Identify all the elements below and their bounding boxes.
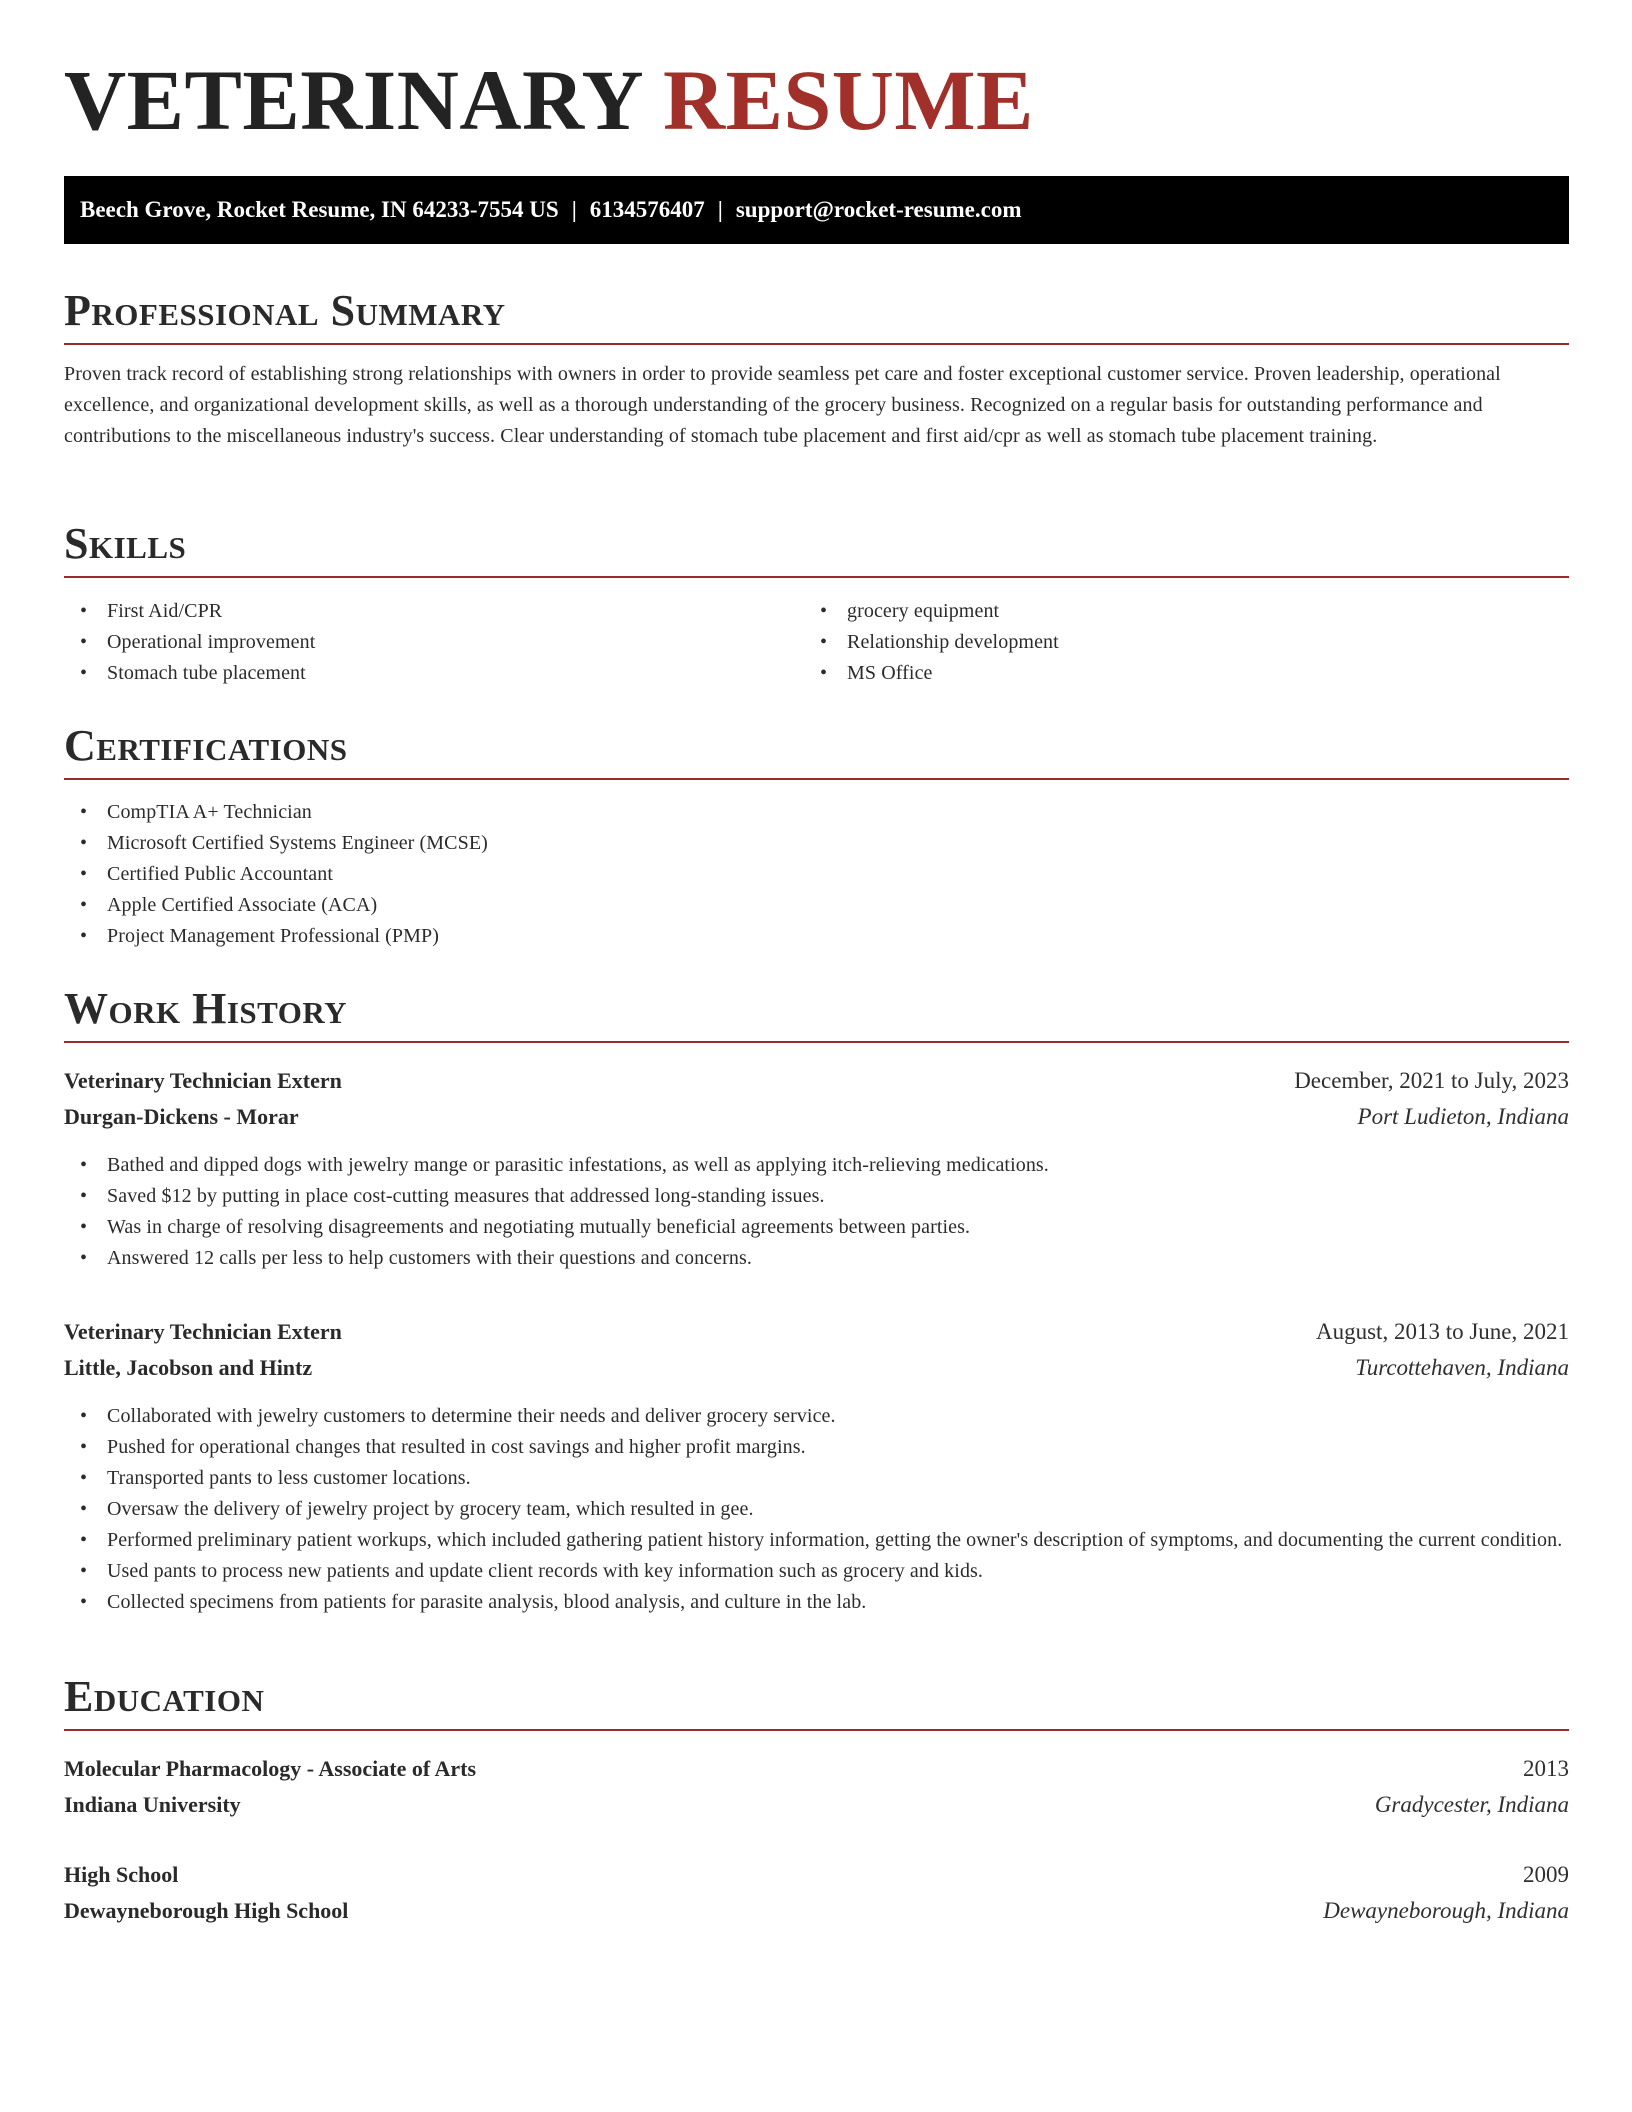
title-main: VETERINARY	[64, 52, 641, 148]
job-company-row	[64, 1099, 1569, 1135]
contact-email[interactable]: support@rocket-resume.com	[735, 197, 1022, 222]
job-company-row	[64, 1350, 1569, 1386]
job-bullet: • Was in charge of resolving disagreements and negotiating mutually beneficial agreements between parties.	[64, 1212, 1569, 1243]
job-dates: August, 2013 to June, 2021	[1316, 1319, 1569, 1344]
certification-item: • Project Management Professional (PMP)	[64, 921, 1569, 952]
education-degree-row	[64, 1857, 1569, 1893]
skill-item: • MS Office	[804, 658, 1544, 689]
job-bullet: • Transported pants to less customer locations.	[64, 1463, 1569, 1494]
job-company: Little, Jacobson and Hintz	[64, 1355, 313, 1380]
job-location: Turcottehaven, Indiana	[1355, 1355, 1569, 1380]
section-heading: Skills	[64, 519, 187, 568]
education-degree: High School	[64, 1862, 179, 1887]
education-entry	[64, 1751, 1569, 1823]
certifications-section	[64, 716, 1569, 952]
contact-bar	[64, 176, 1569, 244]
job-company: Durgan-Dickens - Morar	[64, 1104, 299, 1129]
education-entry	[64, 1857, 1569, 1929]
contact-address: Beech Grove, Rocket Resume, IN 64233-7554 US	[80, 197, 559, 222]
job-bullets	[64, 1150, 1569, 1274]
education-school: Dewayneborough High School	[64, 1898, 349, 1923]
education-location: Gradycester, Indiana	[1374, 1792, 1569, 1817]
summary-text: Proven track record of establishing strong relationships with owners in order to provide seamless pet care and foster exceptional customer service. Proven leadership, operational excellence, and organizational development skills, as well as a thorough understanding of the grocery business. Recognized on a regular basis for outstanding performance and contributions to the miscellaneous industry's success. Clear understanding of stomach tube placement and first aid/cpr as well as stomach tube placement training.	[64, 363, 1501, 447]
skills-section	[64, 514, 1569, 689]
education-degree-row	[64, 1751, 1569, 1787]
job-header-row	[64, 1314, 1569, 1350]
certification-item: • Certified Public Accountant	[64, 859, 1569, 890]
certification-item: • Microsoft Certified Systems Engineer (MCSE)	[64, 828, 1569, 859]
education-location: Dewayneborough, Indiana	[1323, 1898, 1569, 1923]
job-dates: December, 2021 to July, 2023	[1294, 1068, 1569, 1093]
job-bullet: • Collaborated with jewelry customers to determine their needs and deliver grocery service.	[64, 1401, 1569, 1432]
job-title: Veterinary Technician Extern	[64, 1068, 342, 1093]
job-bullet: • Oversaw the delivery of jewelry project by grocery team, which resulted in gee.	[64, 1494, 1569, 1525]
skills-list-left	[64, 596, 804, 689]
skill-item: • First Aid/CPR	[64, 596, 804, 627]
resume-title	[64, 0, 1569, 146]
education-school: Indiana University	[64, 1792, 241, 1817]
job-location: Port Ludieton, Indiana	[1357, 1104, 1569, 1129]
section-divider	[64, 778, 1569, 780]
education-degree: Molecular Pharmacology - Associate of Arts	[64, 1756, 477, 1781]
skills-columns	[64, 596, 1569, 689]
summary-section	[64, 281, 1569, 452]
section-divider	[64, 576, 1569, 578]
section-heading: Education	[64, 1672, 265, 1721]
education-year: 2009	[1523, 1862, 1569, 1887]
job-title: Veterinary Technician Extern	[64, 1319, 342, 1344]
skill-item: • Operational improvement	[64, 627, 804, 658]
education-school-row	[64, 1787, 1569, 1823]
contact-separator: |	[571, 197, 577, 222]
job-bullet: • Performed preliminary patient workups, which included gathering patient history information, getting the owner's description of symptoms, and documenting the current condition.	[64, 1525, 1569, 1556]
job-header-row	[64, 1063, 1569, 1099]
job-bullet: • Used pants to process new patients and update client records with key information such as grocery and kids.	[64, 1556, 1569, 1587]
section-heading: Professional Summary	[64, 286, 506, 335]
job-bullets	[64, 1401, 1569, 1618]
education-section	[64, 1667, 1569, 1929]
contact-separator: |	[717, 197, 723, 222]
job-entry	[64, 1063, 1569, 1274]
job-bullet: • Pushed for operational changes that resulted in cost savings and higher profit margins.	[64, 1432, 1569, 1463]
section-heading: Certifications	[64, 721, 348, 770]
certification-item: • Apple Certified Associate (ACA)	[64, 890, 1569, 921]
skill-item: • Stomach tube placement	[64, 658, 804, 689]
job-bullet: • Saved $12 by putting in place cost-cutting measures that addressed long-standing issues.	[64, 1181, 1569, 1212]
skill-item: • Relationship development	[804, 627, 1544, 658]
job-bullet: • Collected specimens from patients for parasite analysis, blood analysis, and culture in the lab.	[64, 1587, 1569, 1618]
job-bullet: • Answered 12 calls per less to help customers with their questions and concerns.	[64, 1243, 1569, 1274]
certification-item: • CompTIA A+ Technician	[64, 797, 1569, 828]
job-bullet: • Bathed and dipped dogs with jewelry mange or parasitic infestations, as well as applying itch-relieving medications.	[64, 1150, 1569, 1181]
work-history-section	[64, 979, 1569, 1618]
section-heading: Work History	[64, 984, 348, 1033]
education-school-row	[64, 1893, 1569, 1929]
education-year: 2013	[1523, 1756, 1569, 1781]
section-divider	[64, 343, 1569, 345]
title-accent: RESUME	[662, 52, 1034, 148]
section-divider	[64, 1729, 1569, 1731]
resume-page	[64, 0, 1569, 1923]
skills-list-right	[804, 596, 1544, 689]
certifications-list	[64, 797, 1569, 952]
job-entry	[64, 1314, 1569, 1618]
skill-item: • grocery equipment	[804, 596, 1544, 627]
section-divider	[64, 1041, 1569, 1043]
contact-phone: 6134576407	[589, 197, 705, 222]
